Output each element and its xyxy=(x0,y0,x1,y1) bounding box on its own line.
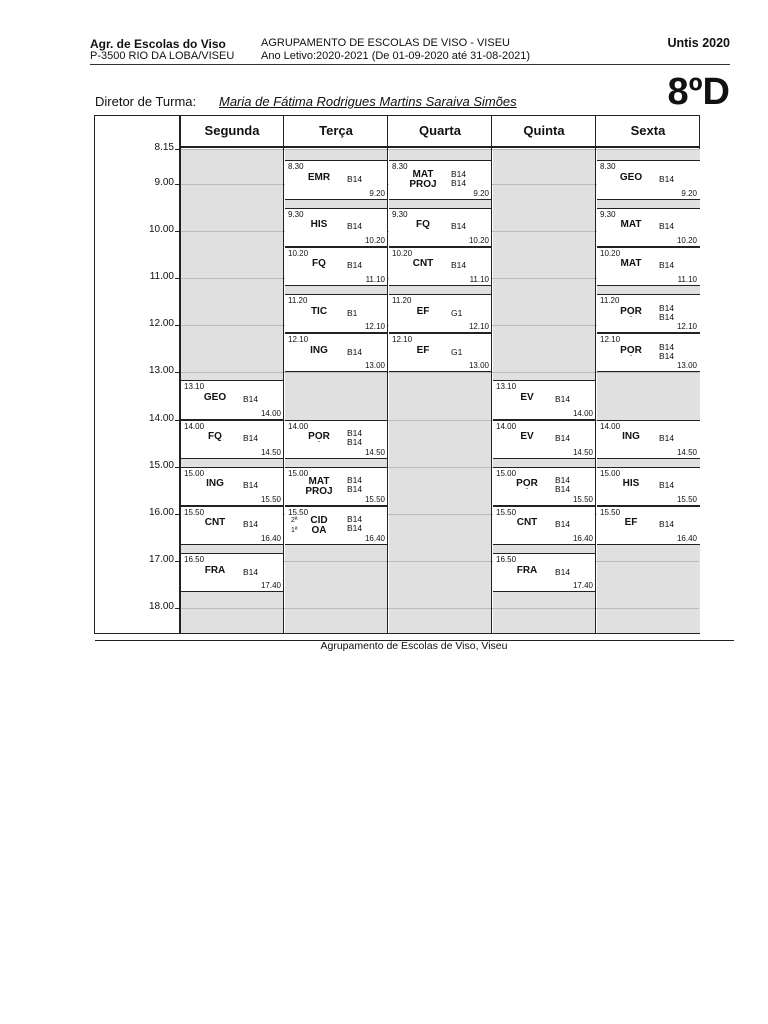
day-separator xyxy=(387,115,388,634)
lesson-room: B14 xyxy=(347,428,363,439)
lesson-start-time: 14.00 xyxy=(288,421,309,431)
lesson-end-time: 9.20 xyxy=(681,188,697,198)
lesson-cell[interactable] xyxy=(493,420,596,459)
lesson-end-time: 10.20 xyxy=(364,235,385,245)
lesson-start-time: 12.10 xyxy=(288,335,309,345)
lesson-start-time: 15.50 xyxy=(496,507,517,517)
lesson-subject: OA xyxy=(311,524,327,536)
lesson-end-time: 9.20 xyxy=(369,188,385,198)
lesson-end-time: 10.20 xyxy=(468,235,489,245)
lesson-subject: CNT xyxy=(516,517,538,529)
lesson-cell[interactable] xyxy=(181,420,284,459)
lesson-subject: FQ xyxy=(208,431,222,443)
lesson-start-time: 14.00 xyxy=(600,421,621,431)
lesson-room: B14 xyxy=(451,260,467,271)
lesson-cell[interactable] xyxy=(597,208,700,247)
day-header: Terça xyxy=(319,123,353,138)
lesson-room: B14 xyxy=(659,350,675,361)
time-label: 11.00 xyxy=(149,271,174,283)
lesson-cell[interactable] xyxy=(181,553,284,592)
lesson-cell[interactable] xyxy=(181,506,284,545)
lesson-cell[interactable] xyxy=(597,294,700,333)
lesson-cell[interactable] xyxy=(285,420,388,459)
day-header: Quarta xyxy=(419,123,461,138)
footer-text: Agrupamento de Escolas de Viso, Viseu xyxy=(320,640,508,652)
lesson-cell[interactable] xyxy=(285,506,388,545)
lesson-end-time: 14.50 xyxy=(364,447,385,457)
day-separator xyxy=(595,115,596,634)
hour-gridline xyxy=(181,372,699,373)
lesson-subject: ING xyxy=(310,344,328,356)
lesson-start-time: 14.00 xyxy=(184,421,205,431)
day-header: Segunda xyxy=(204,123,260,138)
lesson-end-time: 12.10 xyxy=(364,322,385,332)
lesson-end-time: 15.50 xyxy=(260,494,281,504)
lesson-end-time: 17.40 xyxy=(572,581,593,591)
lesson-end-time: 14.00 xyxy=(260,408,281,418)
lesson-room: B14 xyxy=(659,221,675,232)
lesson-room: B14 xyxy=(347,221,363,232)
lesson-end-time: 12.10 xyxy=(468,322,489,332)
lesson-start-time: 9.30 xyxy=(392,209,408,219)
software-label: Untis 2020 xyxy=(667,36,730,50)
lesson-mark: ¨ xyxy=(317,440,321,450)
time-label: 18.00 xyxy=(148,600,174,612)
lesson-end-time: 17.40 xyxy=(260,581,281,591)
lesson-subject: MAT xyxy=(308,475,330,487)
lesson-subject: FRA xyxy=(516,564,538,576)
lesson-cell[interactable] xyxy=(493,553,596,592)
school-address: P-3500 RIO DA LOBA/VISEU xyxy=(90,50,235,62)
lesson-start-time: 16.50 xyxy=(496,554,517,564)
lesson-subject: MAT xyxy=(620,258,642,270)
day-header: Quinta xyxy=(523,123,565,138)
lesson-room: B14 xyxy=(659,519,675,530)
lesson-subject: MAT xyxy=(412,169,434,181)
lesson-subject: ING xyxy=(622,431,640,443)
class-name: 8ºD xyxy=(667,71,730,113)
lesson-end-time: 13.00 xyxy=(468,361,489,371)
lesson-room: B14 xyxy=(555,519,571,530)
lesson-room: B14 xyxy=(347,475,363,486)
day-separator xyxy=(179,115,181,634)
lesson-start-time: 10.20 xyxy=(600,248,621,258)
lesson-room: B14 xyxy=(451,178,467,189)
lesson-start-time: 9.30 xyxy=(600,209,616,219)
lesson-subject: POR xyxy=(620,344,642,356)
lesson-start-time: 16.50 xyxy=(184,554,205,564)
lesson-start-time: 13.10 xyxy=(496,382,517,392)
lesson-subject: PROJ xyxy=(409,179,437,191)
lesson-start-time: 15.00 xyxy=(600,468,621,478)
lesson-start-time: 11.20 xyxy=(288,295,308,305)
lesson-subject: EMR xyxy=(307,172,331,184)
lesson-start-time: 15.00 xyxy=(184,468,205,478)
lesson-room: B14 xyxy=(659,302,675,313)
lesson-start-time: 15.00 xyxy=(496,468,517,478)
lesson-mark: ¨ xyxy=(525,487,529,497)
lesson-subject: EF xyxy=(416,344,430,356)
lesson-subject: HIS xyxy=(310,219,328,231)
lesson-subject: EV xyxy=(520,431,534,443)
lesson-subject: FQ xyxy=(416,219,430,231)
lesson-start-time: 12.10 xyxy=(392,335,413,345)
time-label: 16.00 xyxy=(148,506,174,518)
lesson-cell[interactable] xyxy=(389,160,492,199)
lesson-end-time: 14.00 xyxy=(572,408,593,418)
lesson-cell[interactable] xyxy=(597,333,700,372)
lesson-cell[interactable] xyxy=(285,333,388,372)
header-divider xyxy=(90,64,730,65)
lesson-room: B14 xyxy=(555,484,571,495)
lesson-room: B14 xyxy=(451,169,467,180)
lesson-room: B14 xyxy=(347,523,363,534)
lesson-room: B14 xyxy=(347,514,363,525)
lesson-subject: EF xyxy=(624,517,638,529)
lesson-room: B14 xyxy=(347,260,363,271)
lesson-end-time: 12.10 xyxy=(676,322,697,332)
lesson-room: B14 xyxy=(659,260,675,271)
lesson-room: G1 xyxy=(451,307,463,318)
lesson-cell[interactable] xyxy=(493,467,596,506)
lesson-mark: ¨ xyxy=(629,314,633,324)
lesson-room: B14 xyxy=(555,433,571,444)
lesson-subject: CNT xyxy=(204,517,226,529)
lesson-start-time: 15.00 xyxy=(288,468,309,478)
time-label: 13.00 xyxy=(148,365,174,377)
time-label: 14.00 xyxy=(148,412,174,424)
lesson-cell[interactable] xyxy=(285,208,388,247)
lesson-start-time: 8.30 xyxy=(288,162,304,172)
day-header: Sexta xyxy=(630,123,666,138)
lesson-group: 1ª xyxy=(291,526,298,534)
time-label: 15.00 xyxy=(148,459,174,471)
lesson-room: B14 xyxy=(243,433,259,444)
lesson-subject: POR xyxy=(308,431,330,443)
lesson-room: B14 xyxy=(243,519,259,530)
lesson-room: B14 xyxy=(243,566,259,577)
lesson-start-time: 12.10 xyxy=(600,335,621,345)
school-short-name: Agr. de Escolas do Viso xyxy=(90,37,226,51)
lesson-end-time: 13.00 xyxy=(364,361,385,371)
lesson-room: B1 xyxy=(347,307,358,318)
lesson-subject: HIS xyxy=(622,478,640,490)
lesson-subject: TIC xyxy=(310,305,328,317)
day-separator xyxy=(283,115,284,634)
lesson-start-time: 8.30 xyxy=(392,162,408,172)
lesson-room: B14 xyxy=(659,433,675,444)
lesson-end-time: 14.50 xyxy=(260,447,281,457)
lesson-cell[interactable] xyxy=(597,467,700,506)
lesson-cell[interactable] xyxy=(181,380,284,419)
lesson-subject: POR xyxy=(516,478,538,490)
day-separator xyxy=(491,115,492,634)
lesson-subject: GEO xyxy=(203,391,227,403)
lesson-end-time: 11.10 xyxy=(365,275,385,285)
lesson-room: B14 xyxy=(555,393,571,404)
lesson-room: B14 xyxy=(659,174,675,185)
lesson-start-time: 10.20 xyxy=(392,248,413,258)
lesson-room: B14 xyxy=(659,480,675,491)
time-label: 17.00 xyxy=(148,553,174,565)
lesson-end-time: 14.50 xyxy=(572,447,593,457)
lesson-group: 2ª xyxy=(291,516,298,524)
lesson-end-time: 16.40 xyxy=(676,534,697,544)
lesson-start-time: 14.00 xyxy=(496,421,517,431)
lesson-subject: MAT xyxy=(620,219,642,231)
lesson-cell[interactable] xyxy=(597,506,700,545)
lesson-room: B14 xyxy=(347,174,363,185)
lesson-mark: ¨ xyxy=(629,353,633,363)
lesson-end-time: 9.20 xyxy=(473,188,489,198)
time-label: 12.00 xyxy=(148,318,174,330)
lesson-end-time: 11.10 xyxy=(677,275,697,285)
lesson-cell[interactable] xyxy=(285,294,388,333)
lesson-cell[interactable] xyxy=(493,380,596,419)
lesson-room: B14 xyxy=(347,484,363,495)
hour-gridline xyxy=(181,608,699,609)
lesson-end-time: 14.50 xyxy=(676,447,697,457)
school-year: Ano Letivo:2020-2021 (De 01-09-2020 até 31-08-2021) xyxy=(261,50,531,62)
lesson-cell[interactable] xyxy=(285,467,388,506)
director-label: Diretor de Turma: xyxy=(95,94,197,109)
lesson-end-time: 10.20 xyxy=(676,235,697,245)
lesson-end-time: 16.40 xyxy=(572,534,593,544)
lesson-cell[interactable] xyxy=(181,467,284,506)
lesson-cell[interactable] xyxy=(389,208,492,247)
hour-gridline xyxy=(181,149,699,150)
time-label: 10.00 xyxy=(148,224,174,236)
lesson-room: B14 xyxy=(243,393,259,404)
organization-name: AGRUPAMENTO DE ESCOLAS DE VISO - VISEU xyxy=(261,37,510,49)
lesson-subject: PROJ xyxy=(305,485,333,497)
lesson-cell[interactable] xyxy=(597,420,700,459)
lesson-room: B14 xyxy=(347,437,363,448)
lesson-end-time: 16.40 xyxy=(260,534,281,544)
time-label: 8.15 xyxy=(154,142,174,153)
lesson-cell[interactable] xyxy=(389,294,492,333)
lesson-subject: CNT xyxy=(412,258,434,270)
lesson-subject: FQ xyxy=(312,258,326,270)
lesson-subject: GEO xyxy=(619,172,643,184)
lesson-start-time: 15.50 xyxy=(288,507,309,517)
lesson-cell[interactable] xyxy=(597,247,700,286)
lesson-subject: EV xyxy=(520,391,534,403)
lesson-room: B14 xyxy=(659,341,675,352)
lesson-end-time: 13.00 xyxy=(676,361,697,371)
lesson-start-time: 15.50 xyxy=(184,507,205,517)
header-separator xyxy=(180,146,700,148)
lesson-subject: CID xyxy=(310,514,328,526)
lesson-room: B14 xyxy=(555,475,571,486)
lesson-cell[interactable] xyxy=(389,247,492,286)
lesson-cell[interactable] xyxy=(389,333,492,372)
lesson-cell[interactable] xyxy=(597,160,700,199)
lesson-room: G1 xyxy=(451,346,463,357)
lesson-subject: ING xyxy=(206,478,224,490)
lesson-room: B14 xyxy=(451,221,467,232)
lesson-start-time: 10.20 xyxy=(288,248,309,258)
time-label: 9.00 xyxy=(154,177,174,188)
lesson-start-time: 11.20 xyxy=(600,295,620,305)
lesson-subject: FRA xyxy=(204,564,226,576)
lesson-room: B14 xyxy=(555,566,571,577)
lesson-cell[interactable] xyxy=(285,247,388,286)
lesson-subject: POR xyxy=(620,305,642,317)
lesson-start-time: 9.30 xyxy=(288,209,304,219)
lesson-start-time: 11.20 xyxy=(392,295,412,305)
lesson-room: B14 xyxy=(659,311,675,322)
lesson-end-time: 11.10 xyxy=(469,275,489,285)
lesson-end-time: 15.50 xyxy=(676,494,697,504)
lesson-end-time: 15.50 xyxy=(364,494,385,504)
director-name: Maria de Fátima Rodrigues Martins Saraiva Simões xyxy=(219,94,517,109)
lesson-end-time: 16.40 xyxy=(364,534,385,544)
lesson-cell[interactable] xyxy=(285,160,388,199)
lesson-cell[interactable] xyxy=(493,506,596,545)
lesson-room: B14 xyxy=(347,346,363,357)
lesson-start-time: 8.30 xyxy=(600,162,616,172)
lesson-subject: EF xyxy=(416,305,430,317)
lesson-end-time: 15.50 xyxy=(572,494,593,504)
lesson-start-time: 13.10 xyxy=(184,382,205,392)
lesson-room: B14 xyxy=(243,480,259,491)
lesson-start-time: 15.50 xyxy=(600,507,621,517)
